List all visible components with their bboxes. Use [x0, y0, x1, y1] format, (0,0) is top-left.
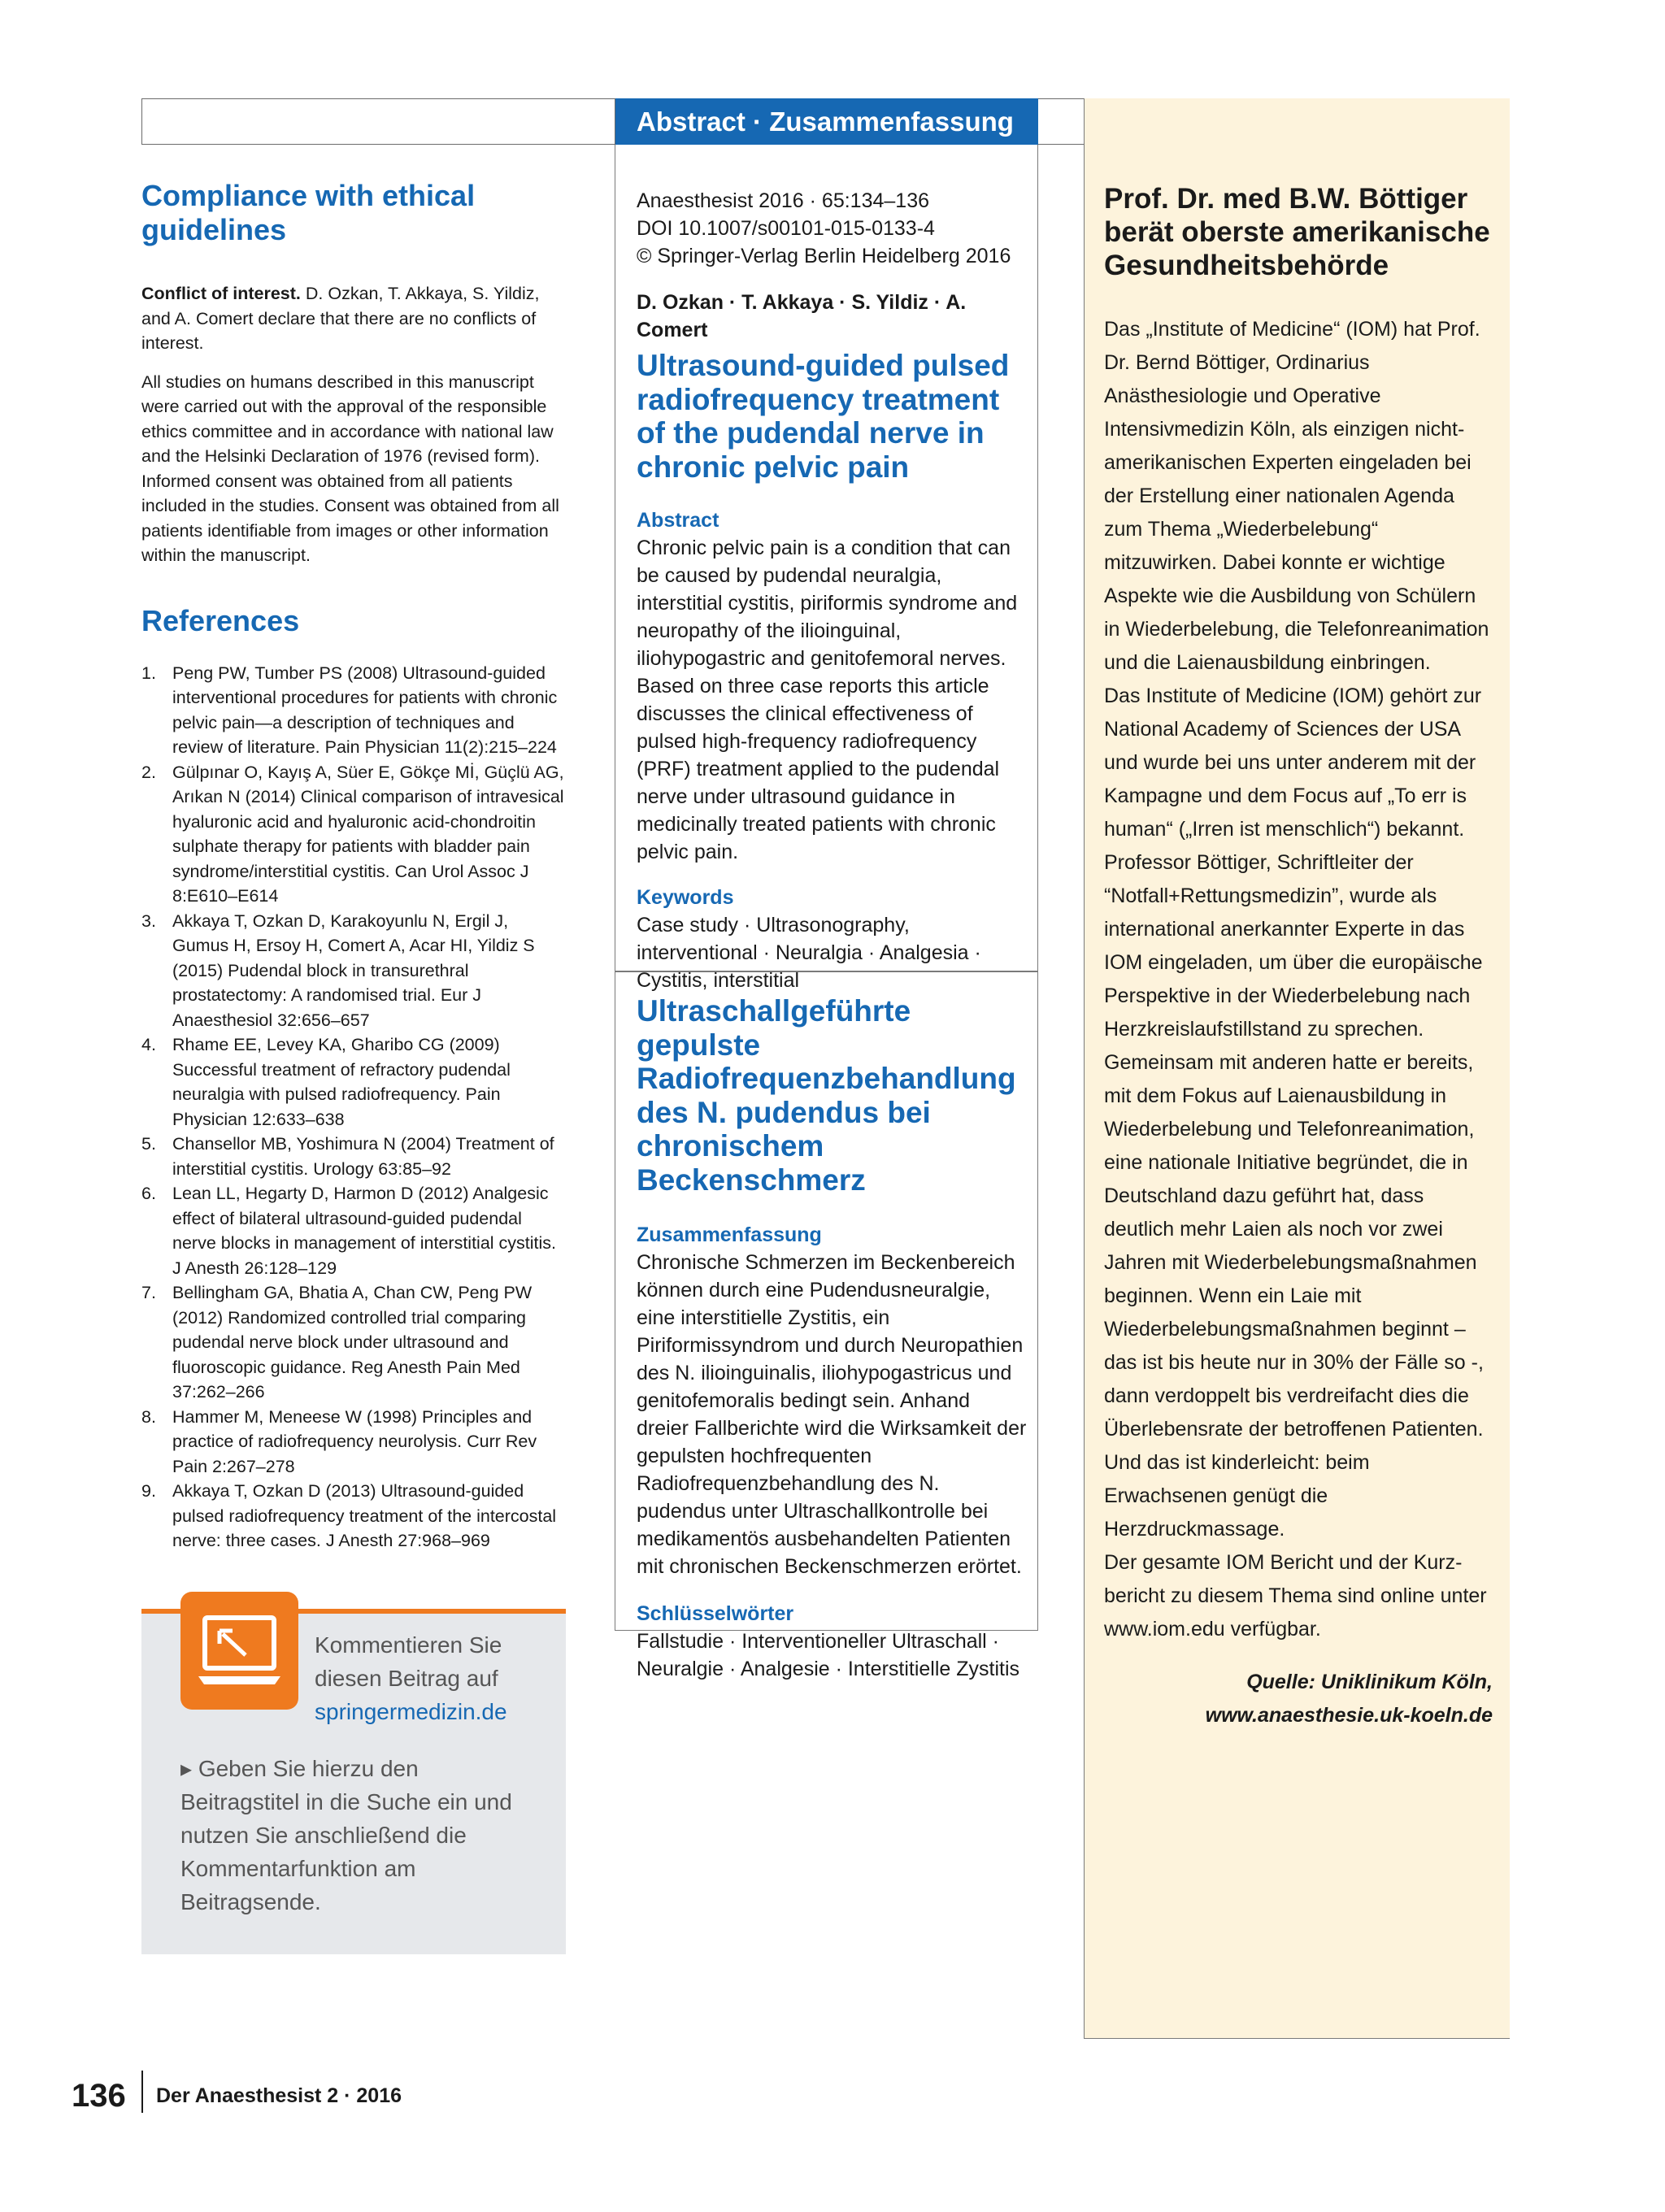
- reference-item: 2. Gülpınar O, Kayış A, Süer E, Gökçe Mİ, Güçlü AG, Arıkan N (2014) Clinical comparison of intravesical hyaluronic acid and hyaluronic acid-chondroitin sulphate therapy for patients with bladder pain syndrome/interstitial cystitis. Can Urol Assoc J 8:E610–E614: [141, 762, 564, 906]
- promo-link[interactable]: springermedizin.de: [315, 1699, 507, 1724]
- header-gap-line: [1038, 98, 1084, 145]
- news-paragraph-2: Das Institute of Medicine (IOM) gehört zur National Academy of Sciences der USA und wurde bei uns unter anderem mit der Kampagne und dem Focus auf „To err is human“ („Irren ist menschlich“) bekannt.: [1104, 684, 1482, 841]
- abstract-header-bar: [615, 98, 1038, 145]
- compliance-title: Compliance with ethical guidelines: [141, 179, 476, 246]
- news-paragraph-5: Der gesamte IOM Bericht und der Kurz-bericht zu diesem Thema sind online unter www.iom.edu verfügbar.: [1104, 1551, 1487, 1641]
- reference-item: 4. Rhame EE, Levey KA, Gharibo CG (2009) Successful treatment of refractory pudendal neuralgia with pulsed radiofrequency. Pain Physician 12:633–638: [141, 1035, 511, 1129]
- keywords-label: Keywords: [637, 886, 734, 909]
- news-source: [1104, 1666, 1493, 1732]
- news-title: Prof. Dr. med B.W. Böttiger berät oberste amerikanische Gesundheitsbehörde: [1104, 183, 1490, 281]
- promo-line-1: Kommentieren Sie: [315, 1632, 502, 1658]
- keywords-text: Case study · Ultrasonography, interventional · Neuralgia · Analgesia · Cystitis, interstitial: [637, 914, 981, 992]
- promo-instructions: ▸ Geben Sie hierzu den Beitragstitel in die Suche ein und nutzen Sie anschließend die Kommentarfunktion am Beitragsende.: [180, 1756, 512, 1914]
- news-paragraph-3: Professor Böttiger, Schriftleiter der “Notfall+Rettungsmedizin”, wurde als international anerkannter Experte in das IOM eingeladen, um über die europäische Perspektive in der Wiederbelebung nach Herzkreislaufstillstand zu sprechen.: [1104, 851, 1483, 1041]
- promo-line-2: diesen Beitrag auf: [315, 1666, 498, 1691]
- zusammenfassung-label: Zusammenfassung: [637, 1223, 822, 1246]
- left-header-box: [141, 98, 615, 145]
- english-abstract: [637, 187, 1027, 994]
- news-source-line-1: Quelle: Uniklinikum Köln,: [1246, 1671, 1493, 1693]
- footer-divider: [141, 2071, 143, 2113]
- news-content: [1104, 182, 1493, 1732]
- abstract-header-label: Abstract · Zusammenfassung: [637, 106, 1014, 137]
- reference-item: 5. Chansellor MB, Yoshimura N (2004) Treatment of interstitial cystitis. Urology 63:85–92: [141, 1134, 554, 1179]
- abstract-label: Abstract: [637, 509, 719, 532]
- page-number: 136: [72, 2078, 126, 2114]
- zusammenfassung-text: Chronische Schmerzen im Beckenbereich können durch eine Pudendusneuralgie, eine interstitielle Zystitis, ein Piriformissyndrom und durch Neuropathien des N. ilioinguinalis, iliohypogastricus und genitofemoralis bedingt sein. Anhand dreier Fallberichte wird die Wirksamkeit der gepulsten hochfrequenten Radiofrequenzbehandlung des N. pudendus unter Ultraschallkontrolle bei medikamentös ausbehandelten Patienten mit chronischen Beckenschmerzen erörtet.: [637, 1251, 1027, 1578]
- citation-line-1: Anaesthesist 2016 · 65:134–136: [637, 189, 929, 212]
- schluesselwoerter-label: Schlüsselwörter: [637, 1602, 794, 1625]
- citation-line-2: DOI 10.1007/s00101-015-0133-4: [637, 217, 935, 240]
- news-paragraph-1: Das „Institute of Medicine“ (IOM) hat Prof. Dr. Bernd Böttiger, Ordinarius Anästhesiologie und Operative Intensivmedizin Köln, als einzigen nicht-amerikanischen Experten eingeladen bei der Erstellung einer nationalen Agenda zum Thema „Wiederbelebung“ mitzuwirken. Dabei konnte er wichtige Aspekte wie die Ausbildung von Schülern in Wiederbelebung, die Telefonreanimation und die Laienausbildung einbringen.: [1104, 318, 1489, 674]
- journal-name: Der Anaesthesist 2 · 2016: [156, 2084, 402, 2107]
- reference-item: 3. Akkaya T, Ozkan D, Karakoyunlu N, Ergil J, Gumus H, Ersoy H, Comert A, Acar HI, Yildiz S (2015) Pudendal block in transurethral prostatectomy: A randomised trial. Eur J Anaesthesiol 32:656–657: [141, 910, 535, 1030]
- english-title: Ultrasound-guided pulsed radiofrequency treatment of the pudendal nerve in chronic pelvic pain: [637, 349, 1010, 484]
- abstract-text: Chronic pelvic pain is a condition that can be caused by pudendal neuralgia, interstitial cystitis, piriformis syndrome and neuropathy of the ilioinguinal, iliohypogastric and genitofemoral nerves. Based on three case reports this article discusses the clinical effectiveness of pulsed high-frequency radiofrequency (PRF) treatment applied to the pudendal nerve under ultrasound guidance in medicinally treated patients with chronic pelvic pain.: [637, 537, 1018, 863]
- reference-item: 1. Peng PW, Tumber PS (2008) Ultrasound-guided interventional procedures for patients with chronic pelvic pain—a description of techniques and review of literature. Pain Physician 11(2):215–224: [141, 663, 558, 757]
- left-column: [141, 179, 564, 1554]
- german-abstract: [637, 994, 1027, 1683]
- laptop-comment-icon[interactable]: [180, 1592, 298, 1710]
- reference-item: 7. Bellingham GA, Bhatia A, Chan CW, Peng PW (2012) Randomized controlled trial comparing pudendal nerve block under ultrasound and fluoroscopic guidance. Reg Anesth Pain Med 37:262–266: [141, 1283, 533, 1402]
- coi-label: Conflict of interest.: [141, 284, 301, 303]
- reference-list: [141, 661, 564, 1554]
- german-title: Ultraschallgeführte gepulste Radiofrequenzbehandlung des N. pudendus bei chronischem Beckenschmerz: [637, 994, 1016, 1197]
- coi-paragraph: [141, 281, 564, 356]
- schluesselwoerter-text: Fallstudie · Interventioneller Ultraschall · Neuralgie · Analgesie · Interstitielle Zystitis: [637, 1630, 1020, 1680]
- coi-text: D. Ozkan, T. Akkaya, S. Yildiz, and A. Comert declare that there are no conflicts of interest.: [141, 284, 540, 353]
- citation-line-3: © Springer-Verlag Berlin Heidelberg 2016: [637, 245, 1011, 267]
- reference-item: 8. Hammer M, Meneese W (1998) Principles and practice of radiofrequency neurolysis. Curr Rev Pain 2:267–278: [141, 1406, 537, 1476]
- news-paragraph-4: Gemeinsam mit anderen hatte er bereits, mit dem Fokus auf Laienausbildung in Wiederbelebung und Telefonreanimation, eine nationale Initiative begründet, die in Deutschland dazu geführt hat, dass deutlich mehr Laien als noch vor zwei Jahren mit Wiederbelebungsmaßnahmen beginnen. Wenn ein Laie mit Wiederbelebungsmaßnahmen beginnt – das ist bis heute nur in 30% der Fälle so -, dann verdoppelt bis verdreifacht dies die Überlebensrate der betroffenen Patienten. Und das ist kinderleicht: beim Erwachsenen genügt die Herzdruckmassage.: [1104, 1051, 1484, 1541]
- author-line: D. Ozkan · T. Akkaya · S. Yildiz · A. Comert: [637, 291, 967, 341]
- reference-item: 9. Akkaya T, Ozkan D (2013) Ultrasound-guided pulsed radiofrequency treatment of the intercostal nerve: three cases. J Anesth 27:968–969: [141, 1481, 557, 1550]
- news-source-url[interactable]: www.anaesthesie.uk-koeln.de: [1205, 1704, 1493, 1727]
- reference-item: 6. Lean LL, Hegarty D, Harmon D (2012) Analgesic effect of bilateral ultrasound-guided pudendal nerve blocks in management of interstitial cystitis. J Anesth 26:128–129: [141, 1184, 557, 1278]
- promo-text-top: [315, 1628, 559, 1728]
- references-title: References: [141, 603, 300, 637]
- ethics-paragraph: All studies on humans described in this manuscript were carried out with the approval of the responsible ethics committee and in accordance with national law and the Helsinki Declaration of 1976 (revised form). Informed consent was obtained from all patients included in the studies. Consent was obtained from all patients identifiable from images or other information within the manuscript.: [141, 372, 559, 565]
